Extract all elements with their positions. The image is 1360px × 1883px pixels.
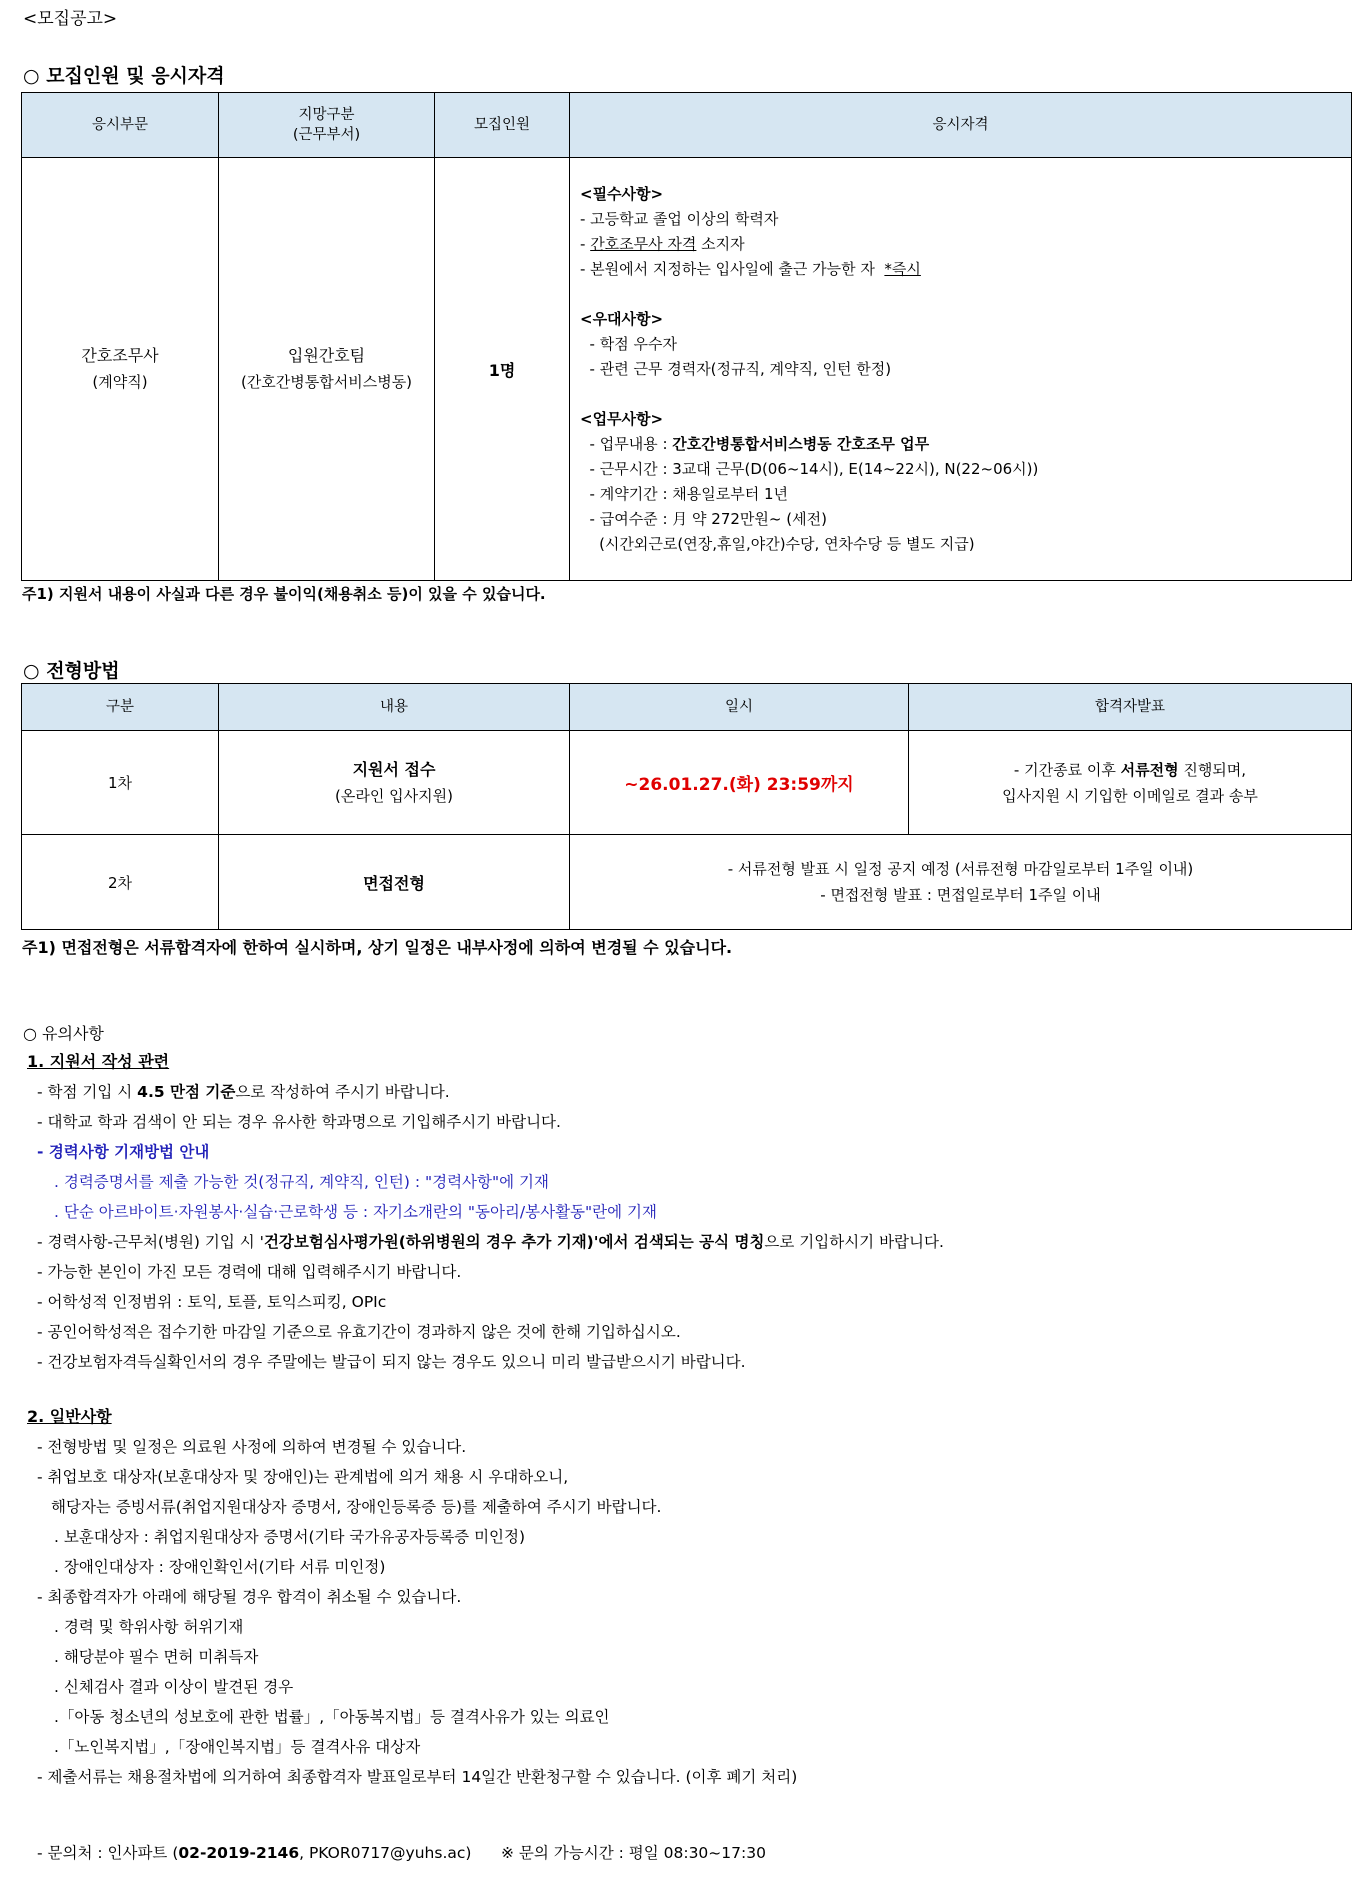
notes-item: . 해당분야 필수 면허 미취득자 [54,1648,259,1666]
notes-item: . 신체검사 결과 이상이 발견된 경우 [54,1678,294,1696]
preferred-title: <우대사항> [580,309,664,328]
table-row [22,158,1352,581]
section1-note: 주1) 지원서 내용이 사실과 다른 경우 불이익(채용취소 등)이 있을 수 있습니다. [22,585,546,603]
result-line: - 면접전형 발표 : 면접일로부터 1주일 이내 [820,886,1101,904]
text-prefix: - 본원에서 지정하는 입사일에 출근 가능한 자 [580,259,885,278]
notes-item: - 가능한 본인이 가진 모든 경력에 대해 입력해주시기 바랍니다. [37,1263,462,1281]
notes-subtitle: 1. 지원서 작성 관련 [27,1052,170,1071]
notes-item: . 경력 및 학위사항 허위기재 [54,1618,244,1636]
section2-note: 주1) 면접전형은 서류합격자에 한하여 실시하며, 상기 일정은 내부사정에 의하여 변경될 수 있습니다. [22,938,733,957]
contact-email: , PKOR0717@yuhs.ac) [299,1844,472,1862]
cell-category [22,158,219,581]
header-cell-date: 일시 [570,684,909,731]
header-cell-count: 모집인원 [435,93,570,158]
duties-title: <업무사항> [580,409,664,428]
notes-item-highlight: . 경력증명서를 제출 가능한 것(정규직, 계약직, 인턴) : "경력사항"에 기재 [54,1173,549,1191]
header-cell-content: 내용 [219,684,570,731]
table-header-row [22,93,1352,158]
header-cell-dept-line1: 지망구분 [298,107,355,123]
header-cell-dept-line2: (근무부서) [292,127,361,143]
table-row [22,731,1352,835]
contact-phone: 02-2019-2146 [178,1844,300,1862]
required-item [580,232,1351,257]
header-cell-category: 응시부문 [22,93,219,158]
notes-item: - 전형방법 및 일정은 의료원 사정에 의하여 변경될 수 있습니다. [37,1438,467,1456]
cell-dept [219,158,435,581]
required-item: - 고등학교 졸업 이상의 학력자 [580,209,779,228]
bold-text: 건강보험심사평가원(하위병원의 경우 추가 기재)'에서 검색되는 공식 명칭 [263,1233,765,1251]
text-suffix: 으로 작성하여 주시기 바랍니다. [235,1083,450,1101]
notes-item: .「아동 청소년의 성보호에 관한 법률」,「아동복지법」등 결격사유가 있는 의료인 [54,1708,610,1726]
table-header-row [22,684,1352,731]
notes-item: - 대학교 학과 검색이 안 되는 경우 유사한 학과명으로 기입해주시기 바랍니다. [37,1113,561,1131]
process-table [21,683,1352,930]
notes-item: - 취업보호 대상자(보훈대상자 및 장애인)는 관계법에 의거 채용 시 우대하오니, [37,1468,569,1486]
header-cell-qualification: 응시자격 [570,93,1352,158]
bold-text: 간호간병통합서비스병동 간호조무 업무 [672,434,930,453]
notes-item: 해당자는 증빙서류(취업지원대상자 증명서, 장애인등록증 등)를 제출하여 주시기 바랍니다. [51,1498,662,1516]
notes-item: - 어학성적 인정범위 : 토익, 토플, 토익스피킹, OPIc [37,1293,387,1311]
bold-text: 서류전형 [1120,760,1179,779]
notes-item: - 최종합격자가 아래에 해당될 경우 합격이 취소될 수 있습니다. [37,1588,462,1606]
required-title: <필수사항> [580,184,664,203]
table-row [22,835,1352,930]
cell-content: 면접전형 [219,835,570,930]
text-prefix: - 경력사항-근무처(병원) 기입 시 ' [37,1233,264,1251]
result-line: 입사지원 시 기입한 이메일로 결과 송부 [1002,786,1258,805]
contact-line [37,1838,471,1868]
notes-item-highlight: - 경력사항 기재방법 안내 [37,1143,210,1161]
preferred-item: - 관련 근무 경력자(정규직, 계약직, 인턴 한정) [580,359,892,378]
cell-qualification [570,158,1352,581]
cell-count: 1명 [435,158,570,581]
category-main: 간호조무사 [81,346,159,365]
result-line [909,757,1351,783]
category-sub: (계약직) [92,373,148,391]
text-prefix: - 기간종료 이후 [1013,760,1121,779]
cell-stage: 2차 [22,835,219,930]
preferred-item: - 학점 우수자 [580,334,677,353]
duties-item: - 근무시간 : 3교대 근무(D(06~14시), E(14~22시), N(22~06시)) [580,459,1039,478]
result-line: - 서류전형 발표 시 일정 공지 예정 (서류전형 마감일로부터 1주일 이내) [727,860,1194,878]
content-main: 지원서 접수 [352,759,436,779]
recruitment-table [21,92,1352,581]
contact-prefix: - 문의처 : 인사파트 ( [37,1844,179,1862]
dept-sub: (간호간병통합서비스병동) [240,373,413,391]
notes-item-highlight: . 단순 아르바이트·자원봉사·실습·근로학생 등 : 자기소개란의 "동아리/봉사활동"란에 기재 [54,1203,657,1221]
notes-item [27,1077,944,1107]
spacer [580,282,1351,307]
notes-item: . 장애인대상자 : 장애인확인서(기타 서류 미인정) [54,1558,386,1576]
content-sub: (온라인 입사지원) [335,786,453,805]
spacer [580,382,1351,407]
notes-group-1 [27,1047,944,1377]
cell-result [909,731,1352,835]
notes-group-2 [27,1402,797,1792]
header-cell-result: 합격자발표 [909,684,1352,731]
text-suffix: 소지자 [696,234,745,253]
text-suffix: 진행되며, [1178,760,1247,779]
notes-item: - 제출서류는 채용절차법에 의거하여 최종합격자 발표일로부터 14일간 반환청구할 수 있습니다. (이후 폐기 처리) [37,1768,798,1786]
required-item [580,257,1351,282]
cell-date: ~26.01.27.(화) 23:59까지 [570,731,909,835]
text-prefix: - 업무내용 : [580,434,673,453]
section-title-recruitment: ○ 모집인원 및 응시자격 [23,65,225,87]
header-cell-stage: 구분 [22,684,219,731]
notes-item: .「노인복지법」,「장애인복지법」등 결격사유 대상자 [54,1738,421,1756]
section-title-notes: ○ 유의사항 [23,1024,104,1043]
notice-heading: <모집공고> [23,9,118,29]
duties-item [580,432,1351,457]
text-prefix: - [580,234,591,253]
notes-subtitle: 2. 일반사항 [27,1407,112,1426]
cell-stage: 1차 [22,731,219,835]
text-suffix: 으로 기입하시기 바랍니다. [764,1233,944,1251]
header-cell-dept [219,93,435,158]
notes-item [27,1227,944,1257]
notes-item: - 공인어학성적은 접수기한 마감일 기준으로 유효기간이 경과하지 않은 것에 한해 기입하십시오. [37,1323,681,1341]
duties-item: (시간외근로(연장,휴일,야간)수당, 연차수당 등 별도 지급) [580,534,975,553]
bold-text: 4.5 만점 기준 [137,1083,236,1101]
dept-main: 입원간호팀 [287,346,366,365]
notes-item: . 보훈대상자 : 취업지원대상자 증명서(기타 국가유공자등록증 미인정) [54,1528,526,1546]
text-prefix: - 학점 기입 시 [37,1083,138,1101]
cell-result-merged [570,835,1352,930]
duties-item: - 급여수준 : 月 약 272만원~ (세전) [580,509,827,528]
notes-item: - 건강보험자격득실확인서의 경우 주말에는 발급이 되지 않는 경우도 있으니 미리 발급받으시기 바랍니다. [37,1353,746,1371]
section-title-process: ○ 전형방법 [23,660,120,682]
underlined-text: 간호조무사 자격 [590,234,697,253]
duties-item: - 계약기간 : 채용일로부터 1년 [580,484,789,503]
cell-content [219,731,570,835]
contact-hours: ※ 문의 가능시간 : 평일 08:30~17:30 [501,1844,766,1862]
underlined-text: *즉시 [884,259,921,278]
